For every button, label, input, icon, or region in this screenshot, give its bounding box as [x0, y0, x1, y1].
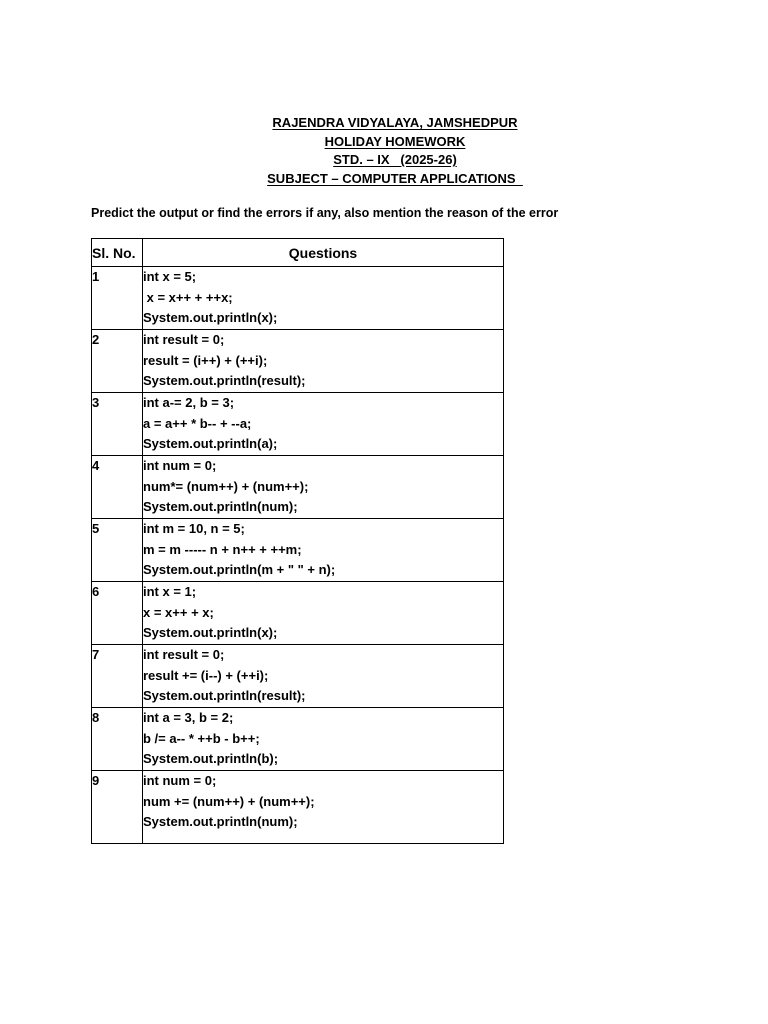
table-header-row — [92, 239, 504, 267]
instruction-text: Predict the output or find the errors if any, also mention the reason of the error — [91, 206, 559, 220]
serial-number-cell: 5 — [92, 519, 143, 582]
code-line: System.out.println(x); — [143, 310, 278, 325]
code-line: int m = 10, n = 5; — [143, 521, 245, 536]
code-line: int x = 5; — [143, 269, 197, 284]
code-line: System.out.println(num); — [143, 814, 298, 829]
question-code-cell — [143, 771, 504, 844]
code-line: System.out.println(num); — [143, 499, 298, 514]
serial-number-cell: 4 — [92, 456, 143, 519]
table-row — [92, 267, 504, 330]
serial-number-cell: 1 — [92, 267, 143, 330]
serial-number-cell: 6 — [92, 582, 143, 645]
question-code-cell — [143, 456, 504, 519]
code-line: num*= (num++) + (num++); — [143, 478, 309, 494]
document-header — [0, 114, 768, 188]
serial-number-cell: 3 — [92, 393, 143, 456]
code-line: System.out.println(result); — [143, 688, 306, 703]
table-row — [92, 456, 504, 519]
questions-table — [91, 238, 504, 844]
code-line: int result = 0; — [143, 647, 225, 662]
homework-title: HOLIDAY HOMEWORK — [324, 133, 466, 149]
code-line: x = x++ + x; — [143, 604, 214, 620]
code-line: b /= a-- * ++b - b++; — [143, 730, 260, 746]
code-line: int num = 0; — [143, 773, 217, 788]
question-code-cell — [143, 330, 504, 393]
code-line: System.out.println(m + " " + n); — [143, 562, 336, 577]
question-code-cell — [143, 267, 504, 330]
serial-number-cell: 2 — [92, 330, 143, 393]
code-line: int result = 0; — [143, 332, 225, 347]
table-row — [92, 519, 504, 582]
table-row — [92, 393, 504, 456]
table-row — [92, 708, 504, 771]
question-code-cell — [143, 645, 504, 708]
serial-number-cell: 9 — [92, 771, 143, 844]
standard-label: STD. – IX (2025-26) — [333, 152, 457, 167]
code-line: num += (num++) + (num++); — [143, 793, 315, 809]
code-line: x = x++ + ++x; — [143, 289, 233, 305]
serial-number-header: Sl. No. — [92, 239, 143, 267]
questions-header: Questions — [143, 239, 504, 267]
code-line: System.out.println(b); — [143, 751, 279, 766]
serial-number-cell: 7 — [92, 645, 143, 708]
code-line: m = m ----- n + n++ + ++m; — [143, 541, 302, 557]
subject-label: SUBJECT – COMPUTER APPLICATIONS — [267, 170, 523, 186]
code-line: System.out.println(x); — [143, 625, 278, 640]
question-code-cell — [143, 519, 504, 582]
question-code-cell — [143, 393, 504, 456]
code-line: result += (i--) + (++i); — [143, 667, 269, 683]
question-rows — [92, 267, 504, 844]
table-row — [92, 330, 504, 393]
question-code-cell — [143, 582, 504, 645]
school-name: RAJENDRA VIDYALAYA, JAMSHEDPUR — [272, 115, 518, 130]
code-line: System.out.println(a); — [143, 436, 278, 451]
code-line: a = a++ * b-- + --a; — [143, 415, 252, 431]
code-line: int a-= 2, b = 3; — [143, 395, 235, 410]
table-row — [92, 645, 504, 708]
serial-number-cell: 8 — [92, 708, 143, 771]
question-code-cell — [143, 708, 504, 771]
code-line: int a = 3, b = 2; — [143, 710, 234, 725]
table-row — [92, 771, 504, 844]
code-line: System.out.println(result); — [143, 373, 306, 388]
code-line: int x = 1; — [143, 584, 197, 599]
code-line: result = (i++) + (++i); — [143, 352, 268, 368]
code-line: int num = 0; — [143, 458, 217, 473]
table-row — [92, 582, 504, 645]
